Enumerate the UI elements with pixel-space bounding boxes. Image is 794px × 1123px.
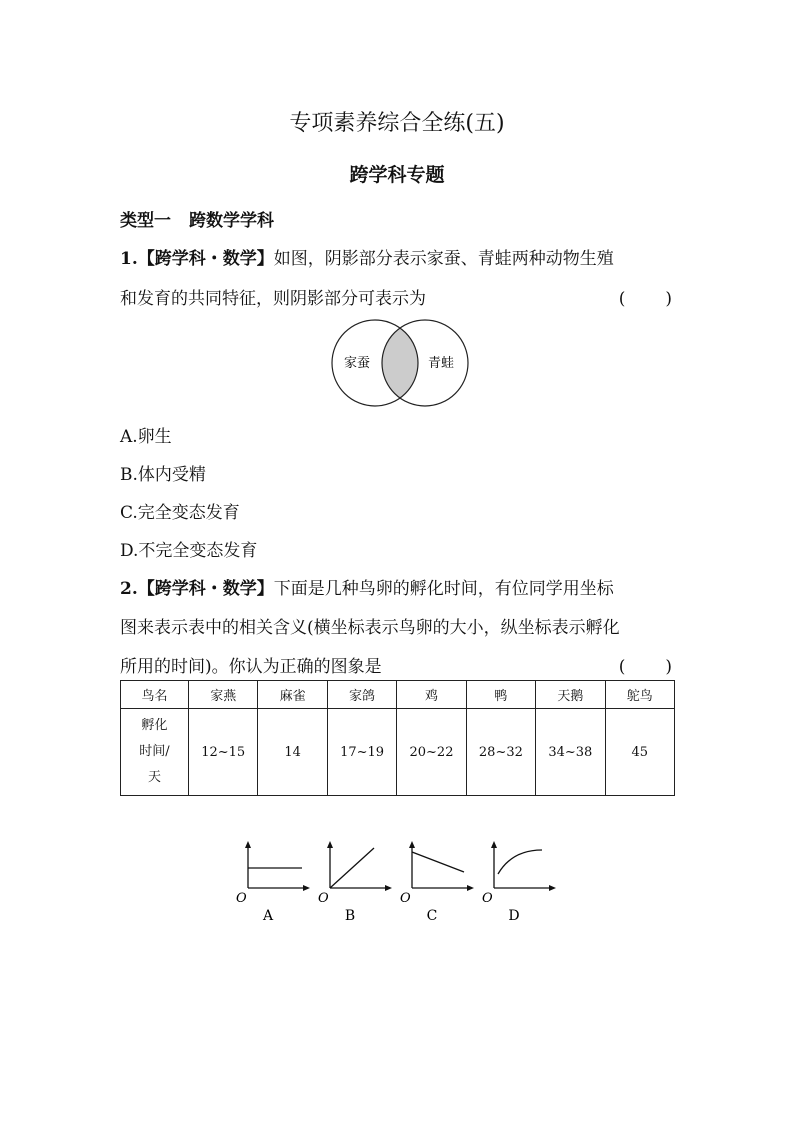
section-name: 跨数学学科 xyxy=(189,211,274,231)
q1-option-b[interactable]: B.体内受精 xyxy=(120,465,206,485)
graph-option-label: C xyxy=(426,908,438,924)
q1-tag: 【跨学科・数学】 xyxy=(137,249,274,269)
table-header-label: 鸟名 xyxy=(121,681,189,709)
table-days-cell: 12~15 xyxy=(189,709,258,796)
graph-curve-b xyxy=(330,848,374,888)
q1-line1 xyxy=(120,244,614,269)
hatching-table xyxy=(120,680,675,796)
venn-left-label: 家蚕 xyxy=(344,356,371,371)
table-row-label xyxy=(121,709,189,796)
table-bird-name: 鸵鸟 xyxy=(605,681,674,709)
table-days-cell: 28~32 xyxy=(466,709,535,796)
table-row xyxy=(121,709,675,796)
table-bird-name: 天鹅 xyxy=(536,681,605,709)
graph-curve-c xyxy=(412,852,464,872)
venn-right-label: 青蛙 xyxy=(428,356,455,371)
q2-line3: 所用的时间)。你认为正确的图象是 xyxy=(120,657,382,677)
page-subtitle: 跨学科专题 xyxy=(349,164,445,186)
graph-x-arrow xyxy=(303,885,310,891)
q2-line2: 图来表示表中的相关含义(横坐标表示鸟卵的大小，纵坐标表示孵化 xyxy=(120,618,620,638)
q1-answer-blank: ( ) xyxy=(618,289,674,309)
graph-x-arrow xyxy=(549,885,556,891)
graph-option-label: A xyxy=(262,908,274,924)
graph-origin-label: O xyxy=(400,891,411,906)
q2-line1 xyxy=(120,574,614,599)
table-bird-name: 家鸽 xyxy=(327,681,396,709)
row-label-line: 时间/ xyxy=(139,744,170,759)
section-label: 类型一 xyxy=(120,211,171,231)
venn-diagram xyxy=(330,318,470,408)
page-title: 专项素养综合全练(五) xyxy=(289,111,505,136)
answer-graphs xyxy=(230,838,570,928)
graph-curve-d xyxy=(498,850,542,874)
table-days-cell: 45 xyxy=(605,709,674,796)
q1-line2: 和发育的共同特征，则阴影部分可表示为 xyxy=(120,289,426,309)
q2-number: 2. xyxy=(120,579,138,599)
row-label-line: 天 xyxy=(147,770,161,785)
graph-y-arrow xyxy=(327,841,333,848)
table-bird-name: 家燕 xyxy=(189,681,258,709)
q2-answer-blank: ( ) xyxy=(618,657,674,677)
graph-option-label: D xyxy=(508,908,520,924)
q2-text1: 下面是几种鸟卵的孵化时间，有位同学用坐标 xyxy=(273,579,614,599)
table-header-row xyxy=(121,681,675,709)
table-bird-name: 鸭 xyxy=(466,681,535,709)
row-label-line: 孵化 xyxy=(141,718,168,733)
q2-tag: 【跨学科・数学】 xyxy=(137,579,274,599)
graph-option-label: B xyxy=(344,908,356,924)
table-days-cell: 34~38 xyxy=(536,709,605,796)
q1-text1: 如图，阴影部分表示家蚕、青蛙两种动物生殖 xyxy=(273,249,614,269)
graph-x-arrow xyxy=(467,885,474,891)
q1-number: 1. xyxy=(120,249,138,269)
graph-y-arrow xyxy=(245,841,251,848)
table-days-cell: 14 xyxy=(258,709,327,796)
table-days-cell: 17~19 xyxy=(327,709,396,796)
graph-origin-label: O xyxy=(482,891,493,906)
q1-option-d[interactable]: D.不完全变态发育 xyxy=(120,541,258,561)
table-bird-name: 鸡 xyxy=(397,681,466,709)
table-bird-name: 麻雀 xyxy=(258,681,327,709)
section-heading xyxy=(120,206,274,231)
q1-option-c[interactable]: C.完全变态发育 xyxy=(120,503,240,523)
graph-x-arrow xyxy=(385,885,392,891)
table-days-cell: 20~22 xyxy=(397,709,466,796)
graph-origin-label: O xyxy=(236,891,247,906)
graph-y-arrow xyxy=(491,841,497,848)
graph-y-arrow xyxy=(409,841,415,848)
graph-origin-label: O xyxy=(318,891,329,906)
q1-option-a[interactable]: A.卵生 xyxy=(120,427,172,447)
